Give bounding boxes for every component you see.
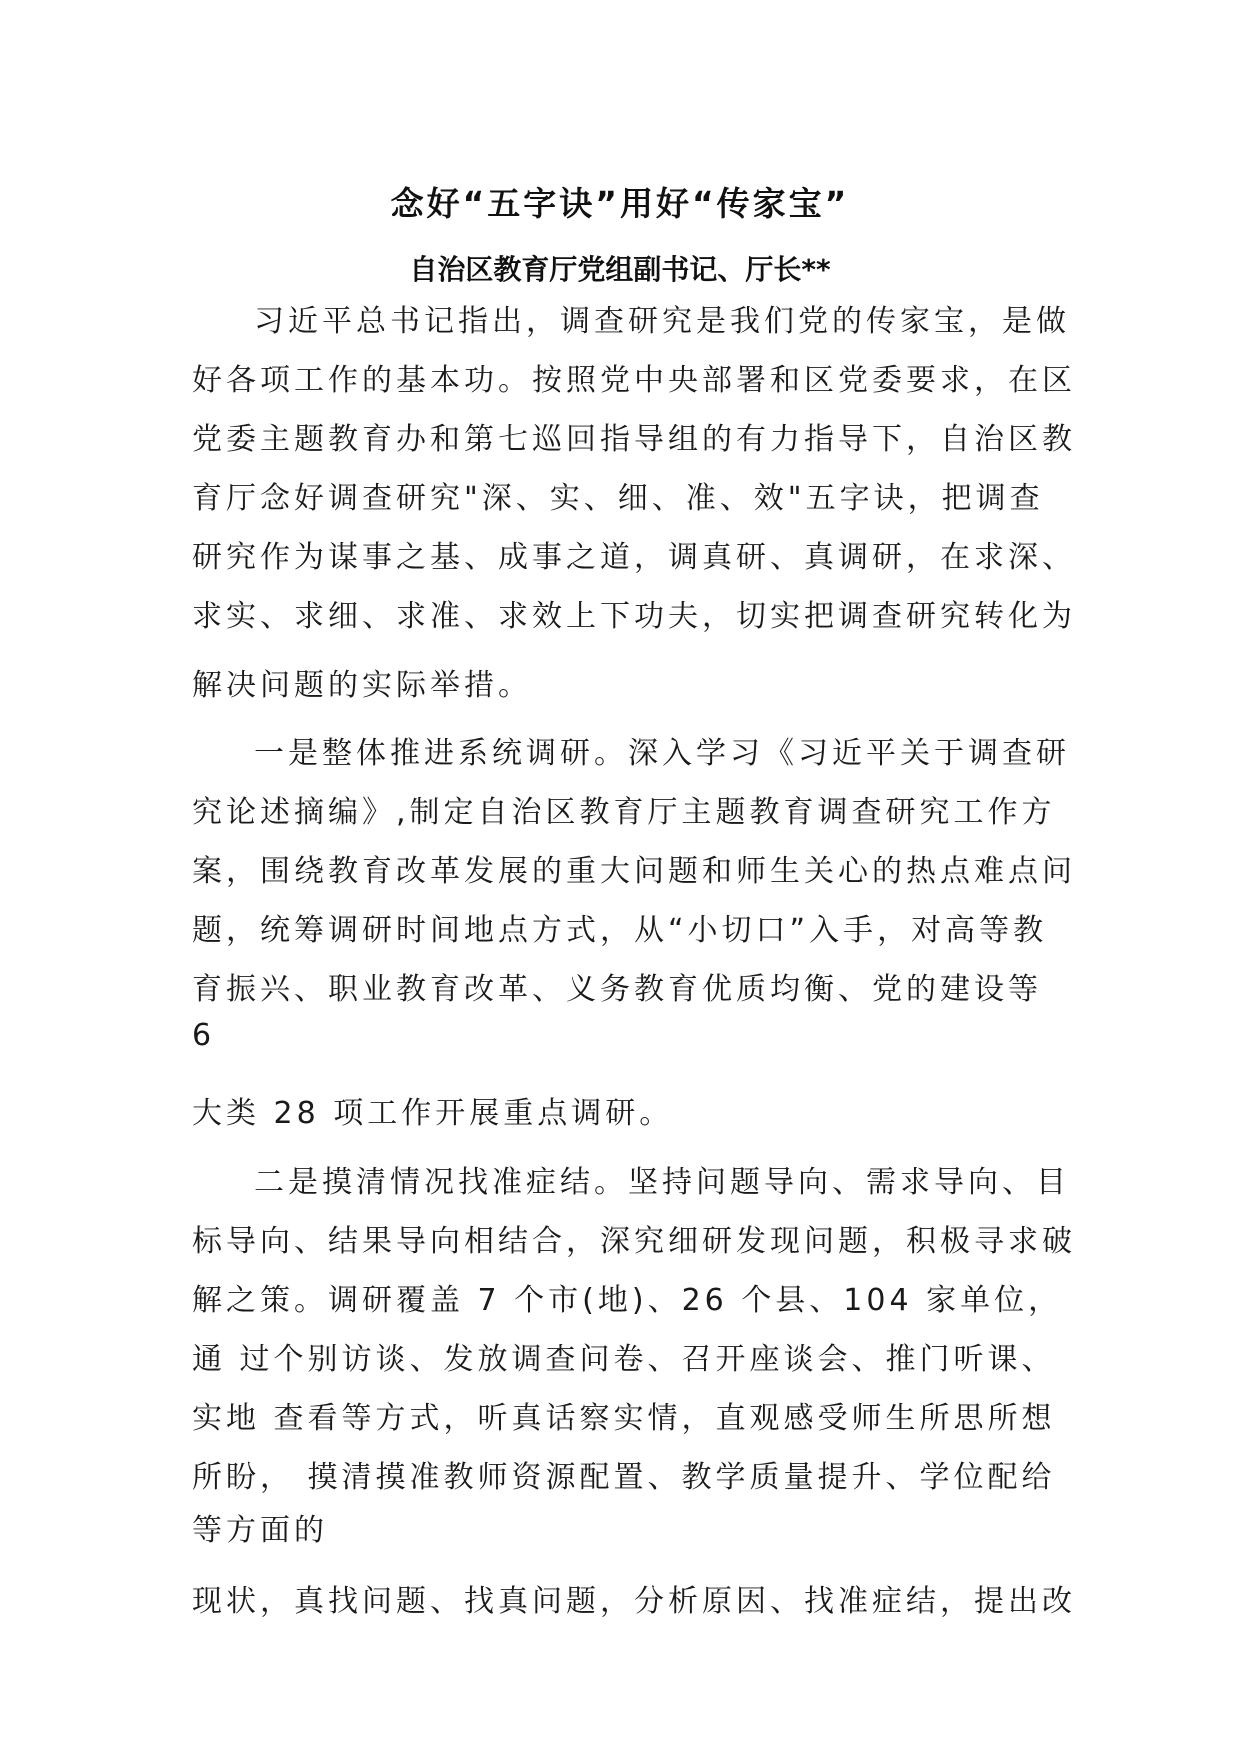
body-line: 一是整体推进系统调研。深入学习《习近平关于调查研 [254,736,1070,771]
body-line: 党委主题教育办和第七巡回指导组的有力指导下，自治区教 [192,422,1076,457]
body-line: 育厅念好调查研究"深、实、细、准、效"五字诀，把调查 [192,481,1044,516]
body-line: 通 过个别访谈、发放调查问卷、召开座谈会、推门听课、 [192,1342,1056,1377]
body-line: 案，围绕教育改革发展的重大问题和师生关心的热点难点问 [192,854,1076,889]
body-line: 研究作为谋事之基、成事之道，调真研、真调研，在求深、 [192,540,1076,575]
body-line: 解决问题的实际举措。 [192,668,532,703]
body-line: 标导向、结果导向相结合，深究细研发现问题，积极寻求破 [192,1224,1076,1259]
body-line: 等方面的 [192,1513,328,1548]
author-line: 自治区教育厅党组副书记、厅长** [409,253,831,286]
body-line: 育振兴、职业教育改革、义务教育优质均衡、党的建设等 [192,972,1042,1007]
body-line: 现状，真找问题、找真问题，分析原因、找准症结，提出改 [192,1584,1076,1619]
body-line: 解之策。调研覆盖 7 个市(地)、26 个县、104 家单位， [192,1283,1063,1318]
body-line: 6 [192,1018,216,1053]
body-line: 究论述摘编》,制定自治区教育厅主题教育调查研究工作方 [192,795,1056,830]
body-line: 习近平总书记指出，调查研究是我们党的传家宝，是做 [254,304,1070,339]
body-line: 求实、求细、求准、求效上下功夫，切实把调查研究转化为 [192,599,1076,634]
document-title: 念好“五字诀”用好“传家宝” [390,184,850,224]
body-line: 大类 28 项工作开展重点调研。 [192,1096,674,1131]
body-line: 二是摸清情况找准症结。坚持问题导向、需求导向、目 [254,1165,1070,1200]
body-line: 题，统筹调研时间地点方式，从“小切口”入手，对高等教 [192,913,1048,948]
body-line: 好各项工作的基本功。按照党中央部署和区党委要求，在区 [192,363,1076,398]
body-line: 实地 查看等方式，听真话察实情，直观感受师生所思所想 [192,1401,1056,1436]
body-line: 所盼， 摸清摸准教师资源配置、教学质量提升、学位配给 [192,1460,1056,1495]
